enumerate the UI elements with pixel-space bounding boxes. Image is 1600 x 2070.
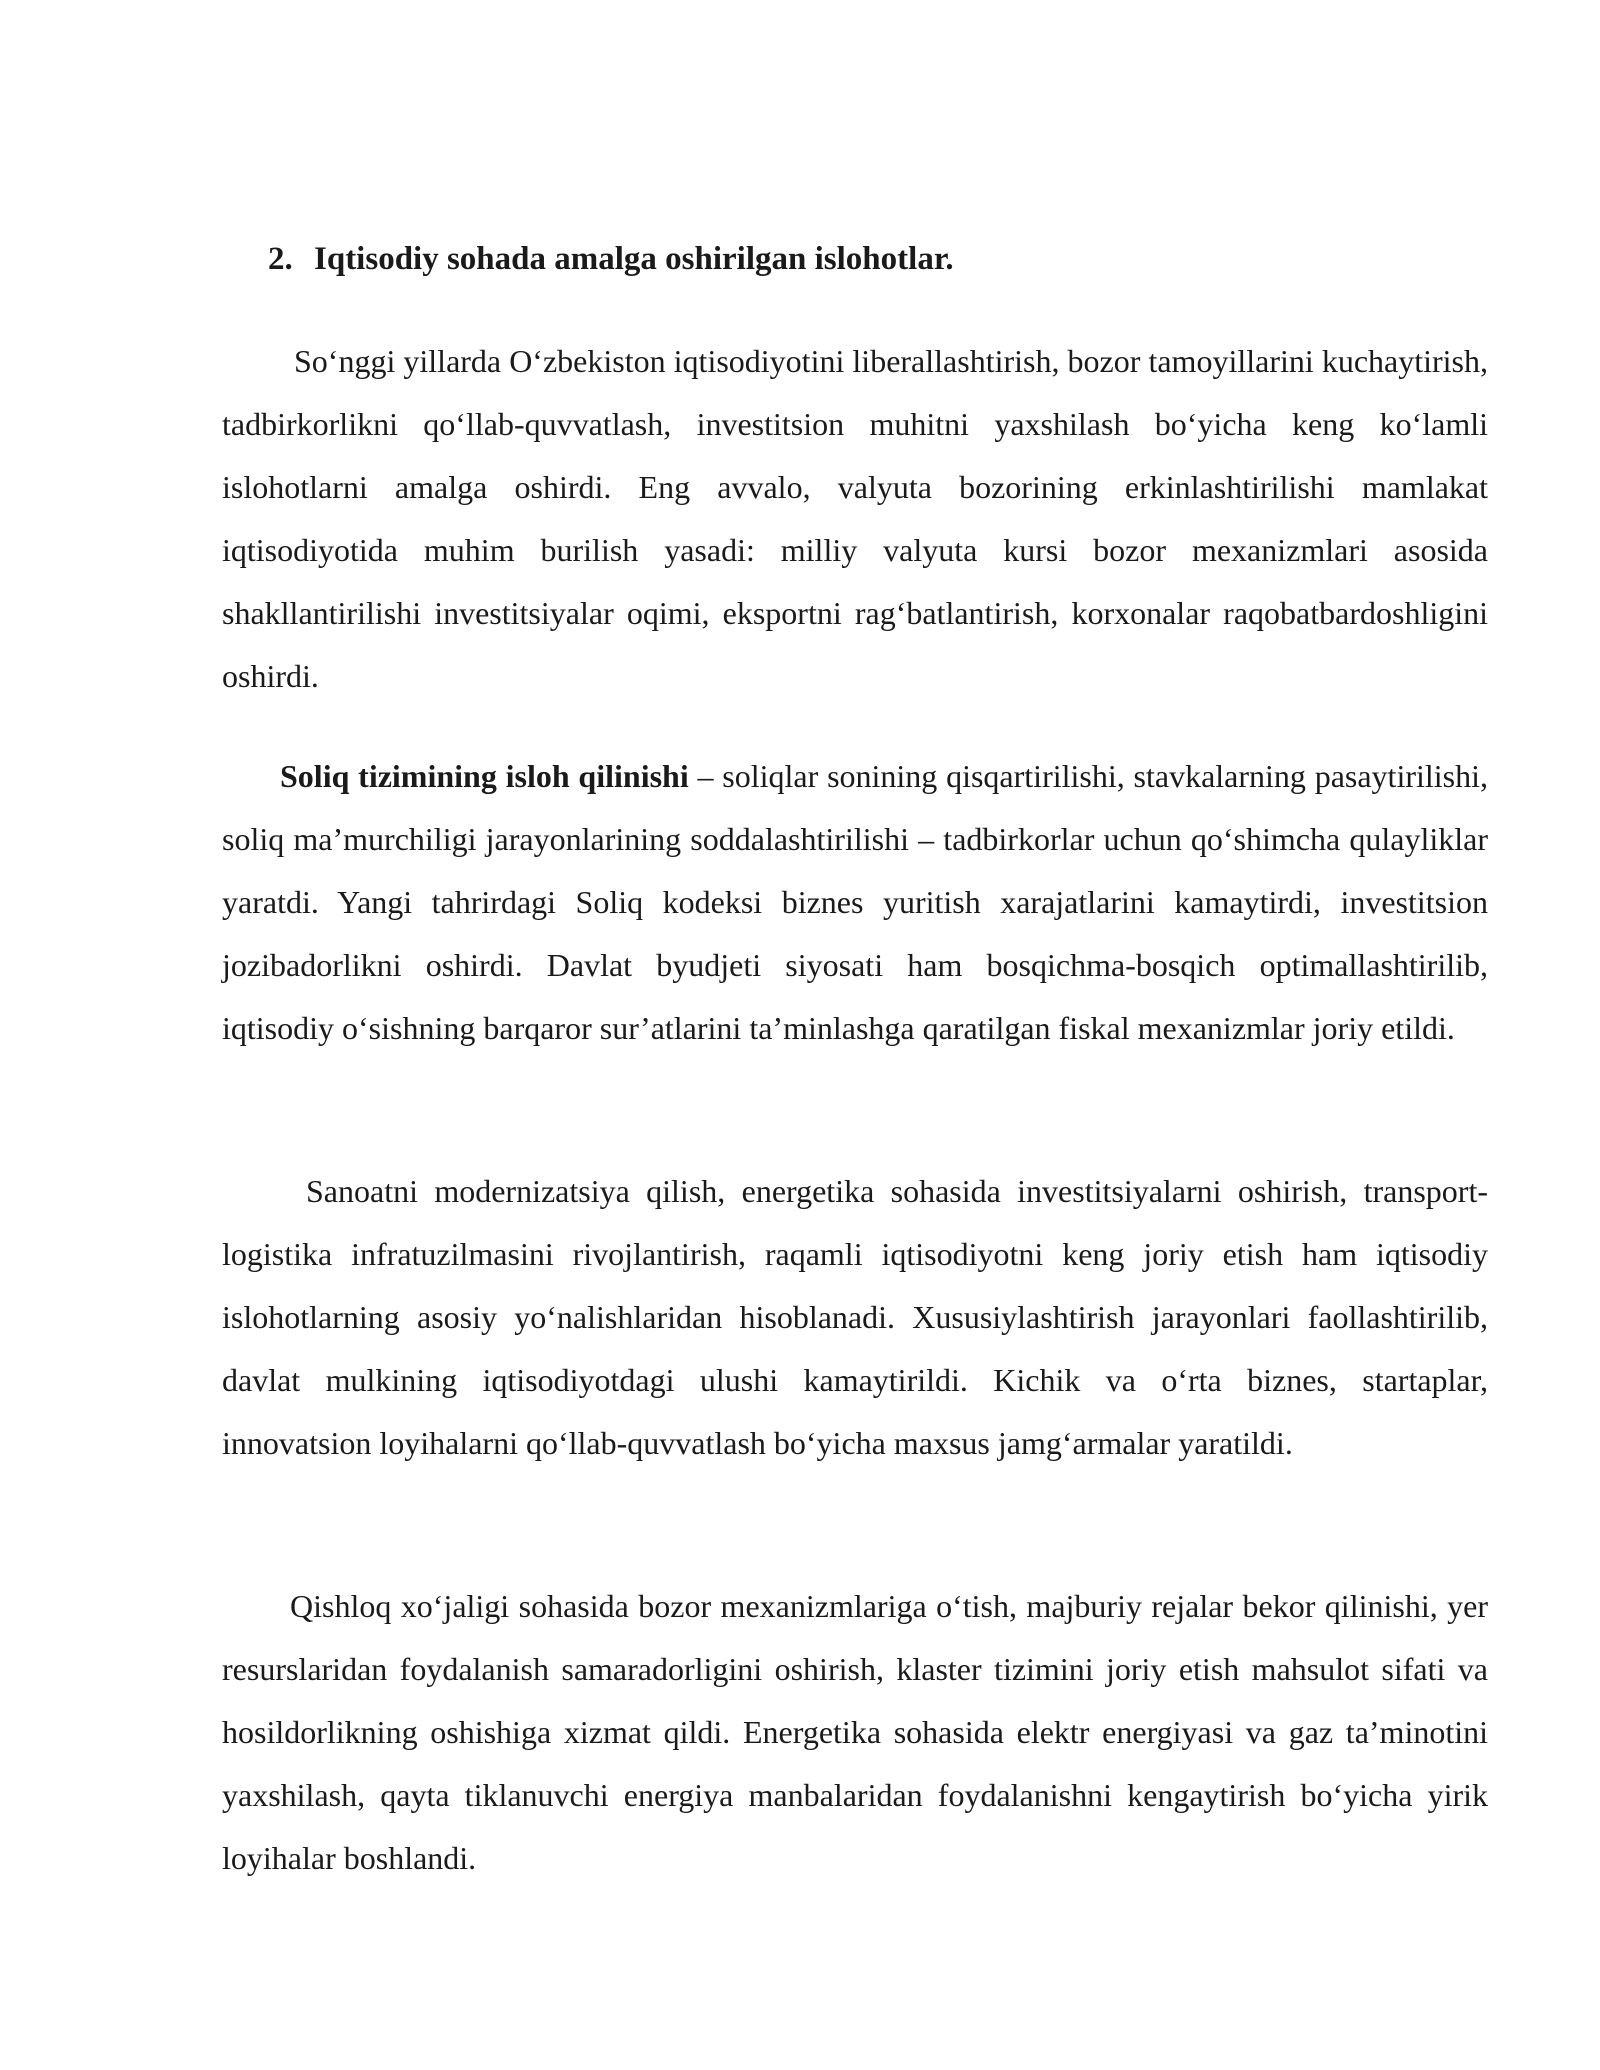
paragraph-1 [222,330,1488,708]
paragraph-1-text: So‘nggi yillarda O‘zbekiston iqtisodiyotini liberallashtirish, bozor tamoyillarini kuchaytirish, tadbirkorlikni qo‘llab-quvvatlash, investitsion muhitni yaxshilash bo‘yicha keng ko‘lamli islohotlarni amalga oshirdi. Eng avvalo, valyuta bozorining erkinlashtirilishi mamlakat iqtisodiyotida muhim burilish yasadi: milliy valyuta kursi bozor mexanizmlari asosida shakllantirilishi investitsiyalar oqimi, eksportni rag‘batlantirish, korxonalar raqobatbardoshligini oshirdi. [222,343,1488,694]
paragraph-2-text: – soliqlar sonining qisqartirilishi, stavkalarning pasaytirilishi, soliq ma’murchiligi jarayonlarining soddalashtirilishi – tadbirkorlar uchun qo‘shimcha qulayliklar yaratdi. Yangi tahrirdagi Soliq kodeksi biznes yuritish xarajatlarini kamaytirdi, investitsion jozibadorlikni oshirdi. Davlat byudjeti siyosati ham bosqichma-bosqich optimallashtirilib, iqtisodiy o‘sishning barqaror sur’atlarini ta’minlashga qaratilgan fiskal mexanizmlar joriy etildi. [222,758,1489,1046]
paragraph-4 [222,1575,1488,1890]
section-title: Iqtisodiy sohada amalga oshirilgan islohotlar. [314,241,954,277]
section-number: 2. [268,241,293,277]
paragraph-3-text: Sanoatni modernizatsiya qilish, energetika sohasida investitsiyalarni oshirish, transport-logistika infratuzilmasini rivojlantirish, raqamli iqtisodiyotni keng joriy etish ham iqtisodiy islohotlarning asosiy yo‘nalishlaridan hisoblanadi. Xususiylashtirish jarayonlari faollashtirilib, davlat mulkining iqtisodiyotdagi ulushi kamaytirildi. Kichik va o‘rta biznes, startaplar, innovatsion loyihalarni qo‘llab-quvvatlash bo‘yicha maxsus jamg‘armalar yaratildi. [222,1173,1488,1461]
paragraph-4-text: Qishloq xo‘jaligi sohasida bozor mexanizmlariga o‘tish, majburiy rejalar bekor qilinishi, yer resurslaridan foydalanish samaradorligini oshirish, klaster tizimini joriy etish mahsulot sifati va hosildorlikning oshishiga xizmat qildi. Energetika sohasida elektr energiyasi va gaz ta’minotini yaxshilash, qayta tiklanuvchi energiya manbalaridan foydalanishni kengaytirish bo‘yicha yirik loyihalar boshlandi. [222,1588,1488,1876]
paragraph-2-lead: Soliq tizimining isloh qilinishi [280,758,689,794]
section-heading [268,236,1468,282]
paragraph-2 [222,745,1488,1060]
paragraph-3 [222,1160,1488,1475]
